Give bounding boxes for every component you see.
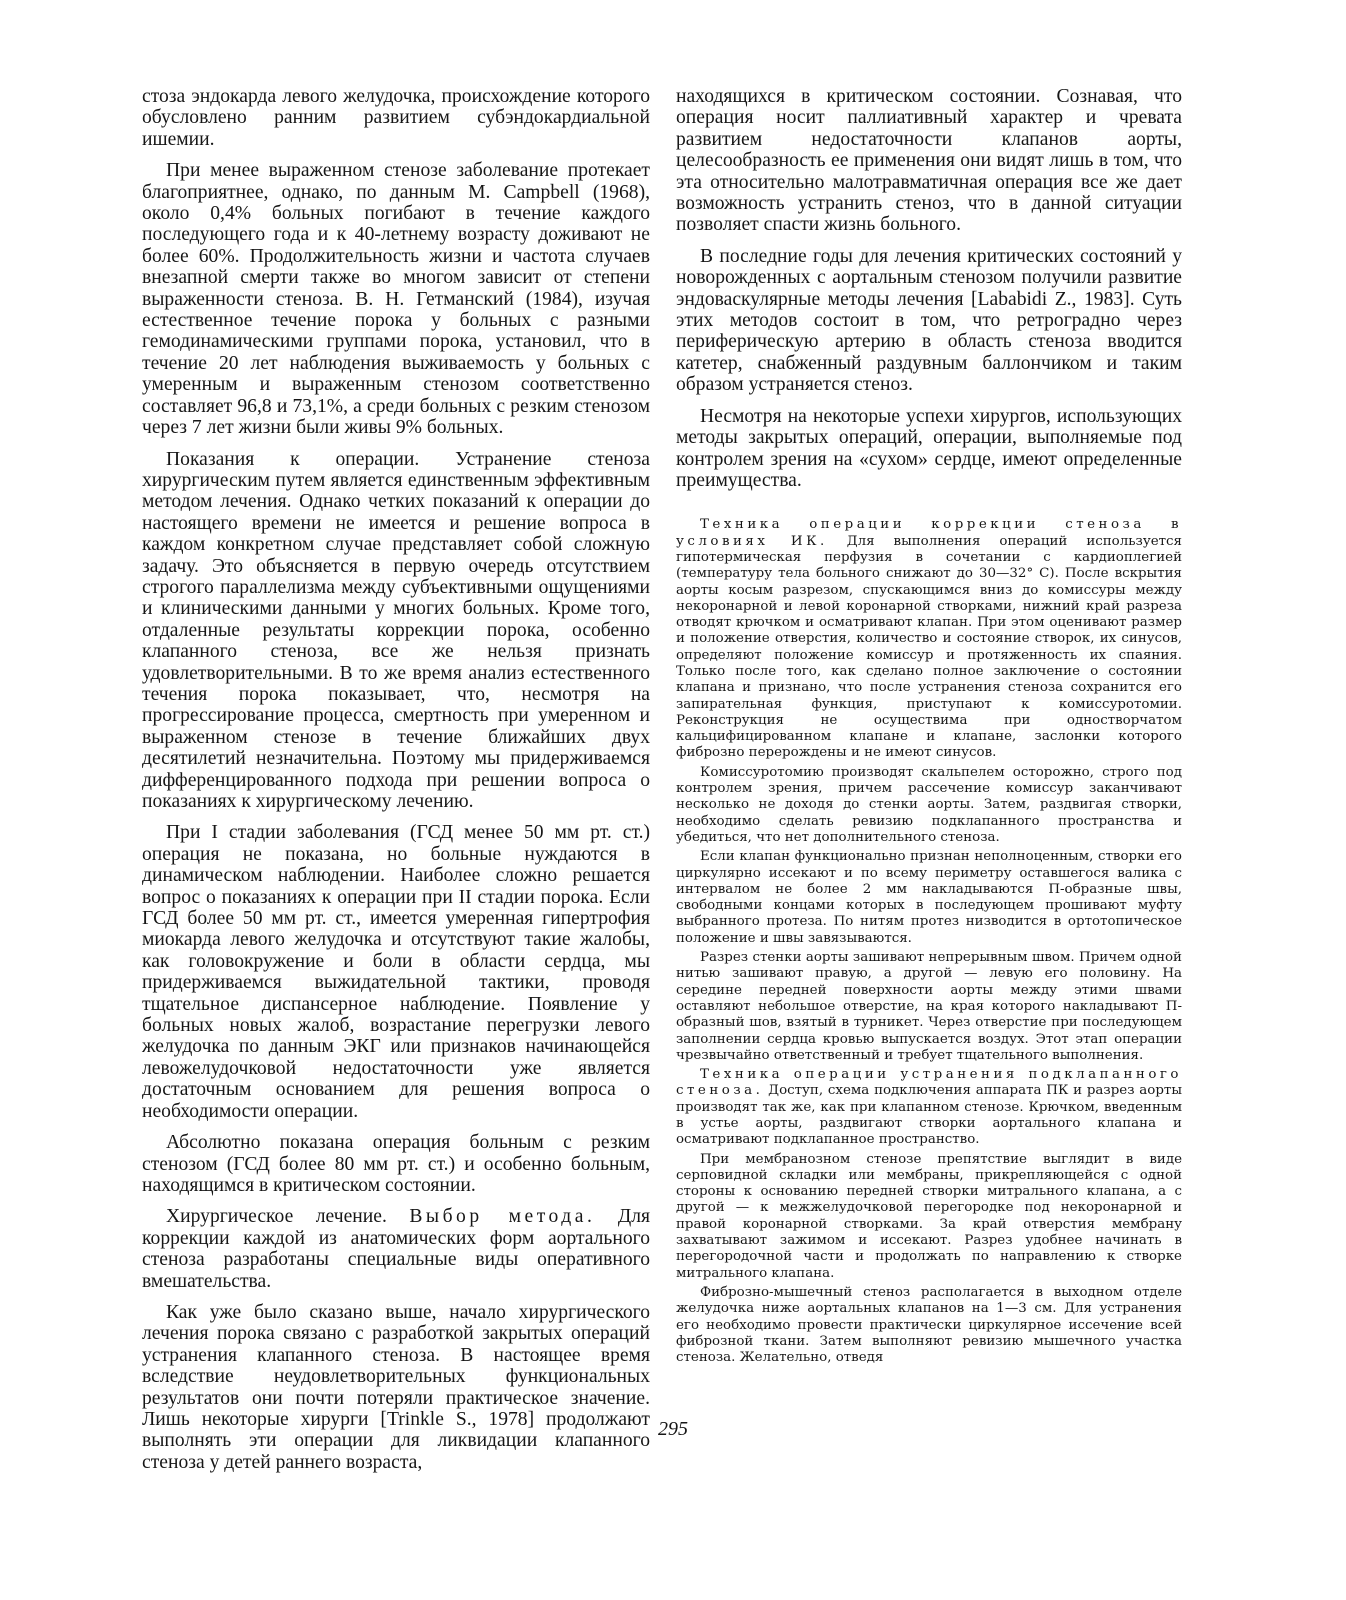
paragraph-aortic-closure: Разрез стенки аорты зашивают непрерывным швом. Причем одной нитью зашивают правую, а другой — левую его половину. На середине передней поверхности аорты между этими швами оставляют небольшое отверстие, на края которого накладывают П-образный шов, взятый в турникет. Через отверстие при последующем заполнении сердца кровью выпускается воздух. Этот этап операции чрезвычайно ответственный и требует тщательного выполнения.	[676, 950, 1182, 1063]
technique-subvalvular-heading: Техника операции устранения подклапанного стеноза.	[676, 1067, 1182, 1099]
paragraph-membranous-stenosis: При мембранозном стенозе препятствие выглядит в виде серповидной складки или мембраны, прикрепляющейся с одной стороны к основанию передней створки митрального клапана, а с другой — к межжелудочковой перегородке под некоронарной и правой коронарной створками. За край отверстия мембрану захватывают зажимом и иссекают. Разрез удобнее начинать в перегородочной части и продолжать по направлению к створке митрального клапана.	[676, 1151, 1182, 1281]
paragraph-stages: При I стадии заболевания (ГСД менее 50 мм рт. ст.) операция не показана, но больные нуждаются в динамическом наблюдении. Наиболее сложно решается вопрос о показаниях к операции при II стадии порока. Если ГСД более 50 мм рт. ст., имеется умеренная гипертрофия миокарда левого желудочка и отсутствуют такие жалобы, как головокружение и боли в области сердца, мы придерживаемся выжидательной тактики, проводя тщательное диспансерное наблюдение. Появление у больных новых жалоб, возрастание перегрузки левого желудочка по данным ЭКГ или признаков начинающейся левожелудочковой недостаточности уже является достаточным основанием для решения вопроса о необходимости операции.	[142, 822, 650, 1122]
paragraph-prognosis: При менее выраженном стенозе заболевание протекает благоприятнее, однако, по данным M. Campbell (1968), около 0,4% больных погибают в течение каждого последующего года и к 40-летнему возрасту доживают не более 60%. Продолжительность жизни и частота случаев внезапной смерти также во многом зависит от степени выраженности стеноза. В. Н. Гетманский (1984), изучая естественное течение порока у больных с разными гемодинамическими группами порока, установил, что в течение 20 лет наблюдения выживаемость у больных с умеренным и выраженным стенозом соответственно составляет 96,8 и 73,1%, а среди больных с резким стенозом через 7 лет жизни были живы 9% больных.	[142, 160, 650, 439]
surgical-treatment-text: Для коррекции каждой из анатомических форм аортального стеноза разработаны специальные виды оперативного вмешательства.	[142, 1206, 650, 1292]
surgical-treatment-heading: Хирургическое лечение.	[166, 1206, 410, 1228]
paragraph-endovascular: В последние годы для лечения критических состояний у новорожденных с аортальным стенозом получили развитие эндоваскулярные методы лечения [Lababidi Z., 1983]. Суть этих методов состоит в том, что ретроградно через периферическую артерию в область стеноза вводится катетер, снабженный раздувным баллончиком и таким образом устраняется стеноз.	[676, 245, 1182, 396]
paragraph-closed-operations: Как уже было сказано выше, начало хирургического лечения порока связано с разработкой закрытых операций устранения клапанного стеноза. В настоящее время вследствие неудовлетворительных функциональных результатов они почти потеряли практическое значение. Лишь некоторые хирурги [Trinkle S., 1978] продолжают выполнять эти операции для ликвидации клапанного стеноза у детей раннего возраста,	[142, 1301, 650, 1473]
paragraph-critical-state: находящихся в критическом состоянии. Сознавая, что операция носит паллиативный характер и чревата развитием недостаточности клапанов аорты, целесообразность ее применения они видят лишь в том, что эта относительно малотравматичная операция все же дает возможность устранить стеноз, что в данной ситуации позволяет спасти жизнь больного.	[676, 86, 1182, 236]
paragraph-technique-subvalvular	[676, 1067, 1182, 1148]
technique-valvular-text: Для выполнения операций используется гипотермическая перфузия в сочетании с кардиоплегией (температуру тела больного снижают до 30—32° С). После вскрытия аорты косым разрезом, спускающимся вниз до комиссуры между некоронарной и левой коронарной створками, нижний край разреза отводят крючком и осматривают клапан. При этом оценивают размер и положение отверстия, количество и состояние створок, их синусов, определяют положение комиссур и протяженность их спаяния. Только после того, как сделано полное заключение о состоянии клапана и признано, что после устранения стеноза сохранится его запирательная функция, приступают к комиссуротомии. Реконструкция не осуществима при одностворчатом кальцифицированном клапане и клапане, заслонки которого фиброзно перерождены и не имеют синусов.	[676, 533, 1182, 761]
paragraph-open-operations: Несмотря на некоторые успехи хирургов, использующих методы закрытых операций, операции, выполняемые под контролем зрения на «сухом» сердце, имеют определенные преимущества.	[676, 405, 1182, 491]
paragraph-fibromuscular-stenosis: Фиброзно-мышечный стеноз располагается в выходном отделе желудочка ниже аортальных клапанов на 1—3 см. Для устранения его необходимо провести практически циркулярное иссечение всей фиброзной ткани. Затем выполняют ревизию мышечного участка стеноза. Желательно, отведя	[676, 1284, 1182, 1366]
paragraph-indications: Показания к операции. Устранение стеноза хирургическим путем является единственным эффективным методом лечения. Однако четких показаний к операции до настоящего времени не имеется и решение вопроса в каждом конкретном случае представляет собой сложную задачу. Это объясняется в первую очередь отсутствием строгого параллелизма между субъективными ощущениями и клиническими данными у многих больных. Кроме того, отдаленные результаты коррекции порока, особенно клапанного стеноза, все же нельзя признать удовлетворительными. В то же время анализ естественного течения порока показывает, что, несмотря на прогрессирование процесса, смертность при умеренном и выраженном стенозе в течение ближайших двух десятилетий незначительна. Поэтому мы придерживаемся дифференцированного подхода при решении вопроса о показаниях к хирургическому лечению.	[142, 448, 650, 812]
paragraph-continuation: стоза эндокарда левого желудочка, происхождение которого обусловлено ранним развитием субэндокардиальной ишемии.	[142, 86, 650, 150]
method-choice-heading: Выбор метода.	[409, 1206, 596, 1228]
technique-valvular-heading: Техника операции коррекции стеноза в условиях ИК.	[676, 517, 1182, 549]
paragraph-commissurotomy: Комиссуротомию производят скальпелем осторожно, строго под контролем зрения, причем рассечение комиссур заканчивают несколько не доходя до стенки аорты. Затем, раздвигая створки, необходимо сделать ревизию подклапанного пространства и убедиться, что нет дополнительного стеноза.	[676, 764, 1182, 845]
paragraph-absolute-indication: Абсолютно показана операция больным с резким стенозом (ГСД более 80 мм рт. ст.) и особенно больным, находящимся в критическом состоянии.	[142, 1132, 650, 1196]
paragraph-technique-valvular	[676, 517, 1182, 761]
technique-section	[676, 517, 1182, 1366]
page-number: 295	[658, 1418, 688, 1440]
technique-subvalvular-text: Доступ, схема подключения аппарата ПК и разрез аорты производят так же, как при клапанном стенозе. Крючком, введенным в устье аорты, раздвигают створки аортального клапана и осматривают подклапанное пространство.	[676, 1083, 1182, 1148]
left-column	[142, 86, 650, 1473]
paragraph-surgical-treatment	[142, 1206, 650, 1292]
right-column	[676, 86, 1182, 1366]
paragraph-valve-replacement: Если клапан функционально признан неполноценным, створки его циркулярно иссекают и по всему периметру оставшегося валика с интервалом не более 2 мм накладываются П-образные швы, свободными концами которых в последующем прошивают муфту выбранного протеза. По нитям протез низводится в ортотопическое положение и швы завязываются.	[676, 849, 1182, 946]
